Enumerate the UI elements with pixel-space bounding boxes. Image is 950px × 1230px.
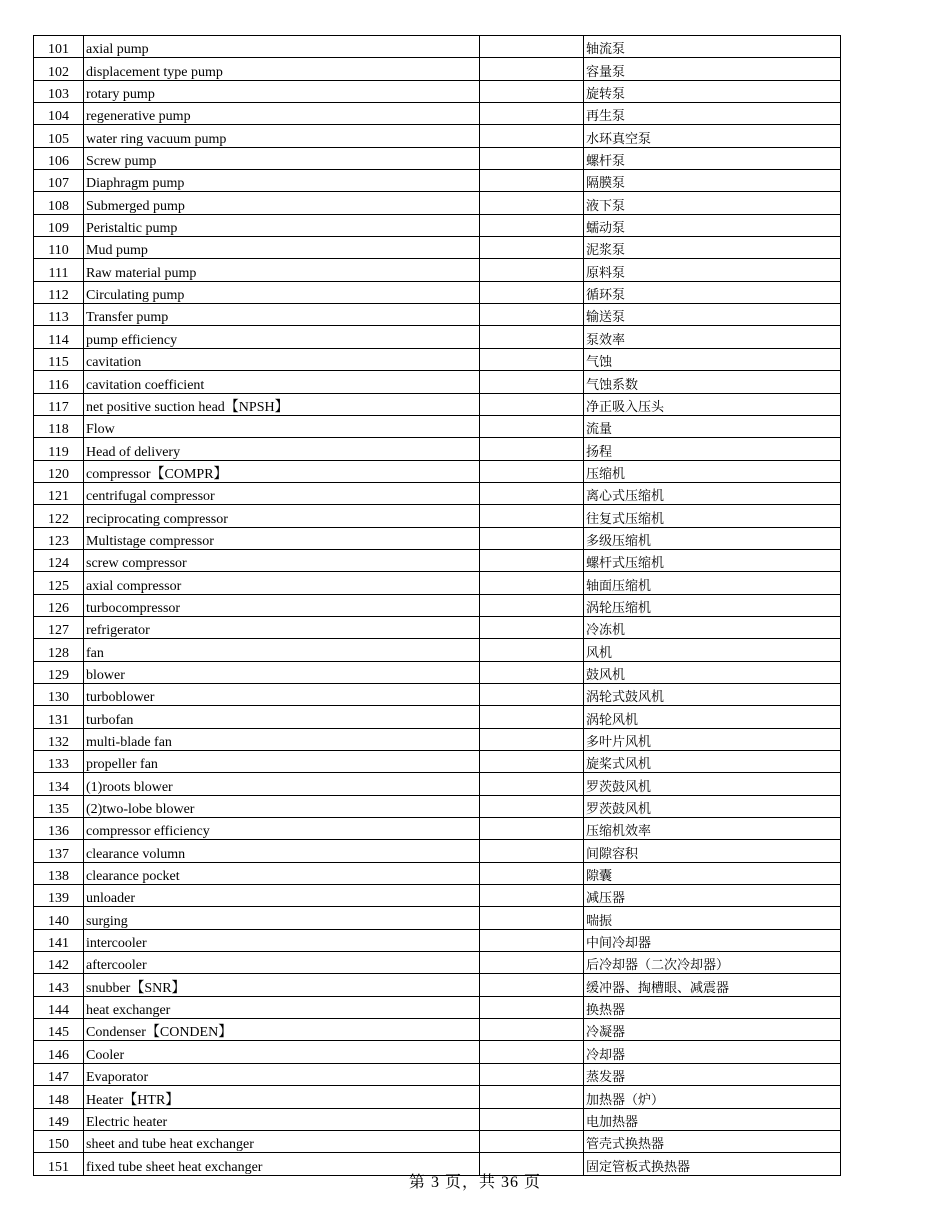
- chinese-term-cell: 冷冻机: [584, 616, 841, 638]
- table-row: [34, 460, 841, 482]
- row-number-cell: 138: [34, 862, 84, 884]
- empty-cell: [480, 840, 584, 862]
- chinese-term-cell: 罗茨鼓风机: [584, 795, 841, 817]
- english-term-cell: clearance volumn: [84, 840, 480, 862]
- row-number-cell: 129: [34, 661, 84, 683]
- empty-cell: [480, 639, 584, 661]
- row-number-cell: 136: [34, 818, 84, 840]
- english-term-cell: heat exchanger: [84, 996, 480, 1018]
- empty-cell: [480, 348, 584, 370]
- chinese-term-cell: 多叶片风机: [584, 728, 841, 750]
- table-row: [34, 616, 841, 638]
- english-term-cell: turbocompressor: [84, 594, 480, 616]
- empty-cell: [480, 1041, 584, 1063]
- row-number-cell: 111: [34, 259, 84, 281]
- table-row: [34, 683, 841, 705]
- empty-cell: [480, 527, 584, 549]
- table-row: [34, 907, 841, 929]
- english-term-cell: Condenser【CONDEN】: [84, 1019, 480, 1041]
- empty-cell: [480, 594, 584, 616]
- english-term-cell: (2)two-lobe blower: [84, 795, 480, 817]
- chinese-term-cell: 风机: [584, 639, 841, 661]
- chinese-term-cell: 喘振: [584, 907, 841, 929]
- table-row: [34, 371, 841, 393]
- empty-cell: [480, 952, 584, 974]
- row-number-cell: 121: [34, 482, 84, 504]
- empty-cell: [480, 1063, 584, 1085]
- chinese-term-cell: 水环真空泵: [584, 125, 841, 147]
- empty-cell: [480, 885, 584, 907]
- empty-cell: [480, 281, 584, 303]
- empty-cell: [480, 1019, 584, 1041]
- table-row: [34, 1086, 841, 1108]
- table-row: [34, 170, 841, 192]
- table-row: [34, 415, 841, 437]
- row-number-cell: 110: [34, 237, 84, 259]
- empty-cell: [480, 1130, 584, 1152]
- chinese-term-cell: 气蚀: [584, 348, 841, 370]
- table-row: [34, 281, 841, 303]
- chinese-term-cell: 涡轮压缩机: [584, 594, 841, 616]
- chinese-term-cell: 螺杆泵: [584, 147, 841, 169]
- row-number-cell: 113: [34, 304, 84, 326]
- row-number-cell: 149: [34, 1108, 84, 1130]
- empty-cell: [480, 1108, 584, 1130]
- row-number-cell: 106: [34, 147, 84, 169]
- table-row: [34, 885, 841, 907]
- table-row: [34, 147, 841, 169]
- empty-cell: [480, 616, 584, 638]
- chinese-term-cell: 蒸发器: [584, 1063, 841, 1085]
- row-number-cell: 107: [34, 170, 84, 192]
- table-row: [34, 1130, 841, 1152]
- table-row: [34, 572, 841, 594]
- english-term-cell: intercooler: [84, 929, 480, 951]
- english-term-cell: Electric heater: [84, 1108, 480, 1130]
- chinese-term-cell: 再生泵: [584, 103, 841, 125]
- english-term-cell: centrifugal compressor: [84, 482, 480, 504]
- chinese-term-cell: 加热器（炉）: [584, 1086, 841, 1108]
- english-term-cell: Peristaltic pump: [84, 214, 480, 236]
- english-term-cell: compressor efficiency: [84, 818, 480, 840]
- chinese-term-cell: 旋桨式风机: [584, 751, 841, 773]
- table-row: [34, 840, 841, 862]
- row-number-cell: 139: [34, 885, 84, 907]
- chinese-term-cell: 间隙容积: [584, 840, 841, 862]
- table-row: [34, 818, 841, 840]
- row-number-cell: 131: [34, 706, 84, 728]
- row-number-cell: 117: [34, 393, 84, 415]
- empty-cell: [480, 304, 584, 326]
- table-row: [34, 214, 841, 236]
- english-term-cell: Heater【HTR】: [84, 1086, 480, 1108]
- english-term-cell: displacement type pump: [84, 58, 480, 80]
- table-row: [34, 639, 841, 661]
- row-number-cell: 151: [34, 1153, 84, 1175]
- row-number-cell: 124: [34, 549, 84, 571]
- chinese-term-cell: 扬程: [584, 438, 841, 460]
- empty-cell: [480, 549, 584, 571]
- row-number-cell: 120: [34, 460, 84, 482]
- empty-cell: [480, 862, 584, 884]
- english-term-cell: cavitation coefficient: [84, 371, 480, 393]
- chinese-term-cell: 轴流泵: [584, 36, 841, 58]
- english-term-cell: surging: [84, 907, 480, 929]
- empty-cell: [480, 773, 584, 795]
- english-term-cell: fixed tube sheet heat exchanger: [84, 1153, 480, 1175]
- english-term-cell: multi-blade fan: [84, 728, 480, 750]
- chinese-term-cell: 固定管板式换热器: [584, 1153, 841, 1175]
- english-term-cell: turboblower: [84, 683, 480, 705]
- row-number-cell: 101: [34, 36, 84, 58]
- row-number-cell: 142: [34, 952, 84, 974]
- table-row: [34, 661, 841, 683]
- table-row: [34, 80, 841, 102]
- table-row: [34, 1108, 841, 1130]
- chinese-term-cell: 容量泵: [584, 58, 841, 80]
- row-number-cell: 143: [34, 974, 84, 996]
- glossary-table-body: [34, 36, 841, 1176]
- table-row: [34, 751, 841, 773]
- row-number-cell: 132: [34, 728, 84, 750]
- chinese-term-cell: 缓冲器、掏槽眼、减震器: [584, 974, 841, 996]
- chinese-term-cell: 换热器: [584, 996, 841, 1018]
- english-term-cell: water ring vacuum pump: [84, 125, 480, 147]
- table-row: [34, 594, 841, 616]
- chinese-term-cell: 冷却器: [584, 1041, 841, 1063]
- table-row: [34, 304, 841, 326]
- row-number-cell: 104: [34, 103, 84, 125]
- chinese-term-cell: 隙囊: [584, 862, 841, 884]
- row-number-cell: 146: [34, 1041, 84, 1063]
- row-number-cell: 108: [34, 192, 84, 214]
- english-term-cell: aftercooler: [84, 952, 480, 974]
- chinese-term-cell: 气蚀系数: [584, 371, 841, 393]
- english-term-cell: Mud pump: [84, 237, 480, 259]
- english-term-cell: Flow: [84, 415, 480, 437]
- table-row: [34, 58, 841, 80]
- table-row: [34, 125, 841, 147]
- row-number-cell: 130: [34, 683, 84, 705]
- row-number-cell: 109: [34, 214, 84, 236]
- table-row: [34, 393, 841, 415]
- table-row: [34, 862, 841, 884]
- empty-cell: [480, 795, 584, 817]
- table-row: [34, 974, 841, 996]
- chinese-term-cell: 轴面压缩机: [584, 572, 841, 594]
- english-term-cell: screw compressor: [84, 549, 480, 571]
- empty-cell: [480, 482, 584, 504]
- empty-cell: [480, 683, 584, 705]
- english-term-cell: unloader: [84, 885, 480, 907]
- chinese-term-cell: 液下泵: [584, 192, 841, 214]
- empty-cell: [480, 661, 584, 683]
- english-term-cell: Evaporator: [84, 1063, 480, 1085]
- empty-cell: [480, 996, 584, 1018]
- row-number-cell: 145: [34, 1019, 84, 1041]
- table-row: [34, 1063, 841, 1085]
- table-row: [34, 438, 841, 460]
- chinese-term-cell: 隔膜泵: [584, 170, 841, 192]
- chinese-term-cell: 原料泵: [584, 259, 841, 281]
- chinese-term-cell: 减压器: [584, 885, 841, 907]
- chinese-term-cell: 后冷却器（二次冷却器）: [584, 952, 841, 974]
- row-number-cell: 112: [34, 281, 84, 303]
- english-term-cell: snubber【SNR】: [84, 974, 480, 996]
- english-term-cell: regenerative pump: [84, 103, 480, 125]
- chinese-term-cell: 电加热器: [584, 1108, 841, 1130]
- english-term-cell: Diaphragm pump: [84, 170, 480, 192]
- table-row: [34, 1019, 841, 1041]
- table-row: [34, 773, 841, 795]
- english-term-cell: propeller fan: [84, 751, 480, 773]
- empty-cell: [480, 438, 584, 460]
- english-term-cell: (1)roots blower: [84, 773, 480, 795]
- english-term-cell: fan: [84, 639, 480, 661]
- empty-cell: [480, 751, 584, 773]
- row-number-cell: 150: [34, 1130, 84, 1152]
- chinese-term-cell: 循环泵: [584, 281, 841, 303]
- row-number-cell: 118: [34, 415, 84, 437]
- table-row: [34, 549, 841, 571]
- table-row: [34, 348, 841, 370]
- row-number-cell: 105: [34, 125, 84, 147]
- english-term-cell: Multistage compressor: [84, 527, 480, 549]
- table-row: [34, 706, 841, 728]
- row-number-cell: 114: [34, 326, 84, 348]
- chinese-term-cell: 管壳式换热器: [584, 1130, 841, 1152]
- empty-cell: [480, 259, 584, 281]
- row-number-cell: 148: [34, 1086, 84, 1108]
- chinese-term-cell: 中间冷却器: [584, 929, 841, 951]
- empty-cell: [480, 393, 584, 415]
- row-number-cell: 133: [34, 751, 84, 773]
- table-row: [34, 728, 841, 750]
- row-number-cell: 123: [34, 527, 84, 549]
- row-number-cell: 137: [34, 840, 84, 862]
- empty-cell: [480, 706, 584, 728]
- empty-cell: [480, 974, 584, 996]
- english-term-cell: net positive suction head【NPSH】: [84, 393, 480, 415]
- empty-cell: [480, 572, 584, 594]
- chinese-term-cell: 罗茨鼓风机: [584, 773, 841, 795]
- chinese-term-cell: 螺杆式压缩机: [584, 549, 841, 571]
- row-number-cell: 147: [34, 1063, 84, 1085]
- empty-cell: [480, 907, 584, 929]
- english-term-cell: Head of delivery: [84, 438, 480, 460]
- empty-cell: [480, 1086, 584, 1108]
- chinese-term-cell: 净正吸入压头: [584, 393, 841, 415]
- empty-cell: [480, 237, 584, 259]
- table-row: [34, 326, 841, 348]
- english-term-cell: Raw material pump: [84, 259, 480, 281]
- empty-cell: [480, 371, 584, 393]
- empty-cell: [480, 214, 584, 236]
- english-term-cell: clearance pocket: [84, 862, 480, 884]
- chinese-term-cell: 泵效率: [584, 326, 841, 348]
- chinese-term-cell: 泥浆泵: [584, 237, 841, 259]
- row-number-cell: 122: [34, 505, 84, 527]
- table-row: [34, 527, 841, 549]
- english-term-cell: Transfer pump: [84, 304, 480, 326]
- row-number-cell: 119: [34, 438, 84, 460]
- english-term-cell: cavitation: [84, 348, 480, 370]
- empty-cell: [480, 58, 584, 80]
- table-row: [34, 36, 841, 58]
- chinese-term-cell: 压缩机: [584, 460, 841, 482]
- chinese-term-cell: 压缩机效率: [584, 818, 841, 840]
- table-row: [34, 505, 841, 527]
- empty-cell: [480, 929, 584, 951]
- english-term-cell: Circulating pump: [84, 281, 480, 303]
- table-row: [34, 795, 841, 817]
- english-term-cell: Submerged pump: [84, 192, 480, 214]
- chinese-term-cell: 冷凝器: [584, 1019, 841, 1041]
- empty-cell: [480, 125, 584, 147]
- row-number-cell: 127: [34, 616, 84, 638]
- chinese-term-cell: 输送泵: [584, 304, 841, 326]
- empty-cell: [480, 505, 584, 527]
- glossary-table: [33, 35, 841, 1176]
- table-row: [34, 237, 841, 259]
- english-term-cell: axial pump: [84, 36, 480, 58]
- empty-cell: [480, 728, 584, 750]
- chinese-term-cell: 流量: [584, 415, 841, 437]
- table-row: [34, 996, 841, 1018]
- row-number-cell: 140: [34, 907, 84, 929]
- row-number-cell: 134: [34, 773, 84, 795]
- chinese-term-cell: 往复式压缩机: [584, 505, 841, 527]
- table-row: [34, 103, 841, 125]
- table-row: [34, 192, 841, 214]
- table-row: [34, 482, 841, 504]
- empty-cell: [480, 818, 584, 840]
- table-row: [34, 952, 841, 974]
- chinese-term-cell: 多级压缩机: [584, 527, 841, 549]
- english-term-cell: Screw pump: [84, 147, 480, 169]
- empty-cell: [480, 80, 584, 102]
- chinese-term-cell: 涡轮风机: [584, 706, 841, 728]
- row-number-cell: 102: [34, 58, 84, 80]
- empty-cell: [480, 103, 584, 125]
- chinese-term-cell: 旋转泵: [584, 80, 841, 102]
- english-term-cell: sheet and tube heat exchanger: [84, 1130, 480, 1152]
- row-number-cell: 141: [34, 929, 84, 951]
- row-number-cell: 115: [34, 348, 84, 370]
- chinese-term-cell: 蠕动泵: [584, 214, 841, 236]
- chinese-term-cell: 离心式压缩机: [584, 482, 841, 504]
- row-number-cell: 125: [34, 572, 84, 594]
- english-term-cell: refrigerator: [84, 616, 480, 638]
- english-term-cell: reciprocating compressor: [84, 505, 480, 527]
- chinese-term-cell: 涡轮式鼓风机: [584, 683, 841, 705]
- english-term-cell: pump efficiency: [84, 326, 480, 348]
- english-term-cell: turbofan: [84, 706, 480, 728]
- empty-cell: [480, 36, 584, 58]
- row-number-cell: 128: [34, 639, 84, 661]
- chinese-term-cell: 鼓风机: [584, 661, 841, 683]
- empty-cell: [480, 192, 584, 214]
- row-number-cell: 126: [34, 594, 84, 616]
- page-footer: 第 3 页，共 36 页: [408, 1174, 541, 1191]
- row-number-cell: 144: [34, 996, 84, 1018]
- empty-cell: [480, 460, 584, 482]
- table-row: [34, 929, 841, 951]
- empty-cell: [480, 147, 584, 169]
- english-term-cell: blower: [84, 661, 480, 683]
- empty-cell: [480, 415, 584, 437]
- empty-cell: [480, 326, 584, 348]
- row-number-cell: 116: [34, 371, 84, 393]
- english-term-cell: Cooler: [84, 1041, 480, 1063]
- english-term-cell: axial compressor: [84, 572, 480, 594]
- row-number-cell: 103: [34, 80, 84, 102]
- english-term-cell: compressor【COMPR】: [84, 460, 480, 482]
- row-number-cell: 135: [34, 795, 84, 817]
- english-term-cell: rotary pump: [84, 80, 480, 102]
- table-row: [34, 1041, 841, 1063]
- empty-cell: [480, 170, 584, 192]
- table-row: [34, 259, 841, 281]
